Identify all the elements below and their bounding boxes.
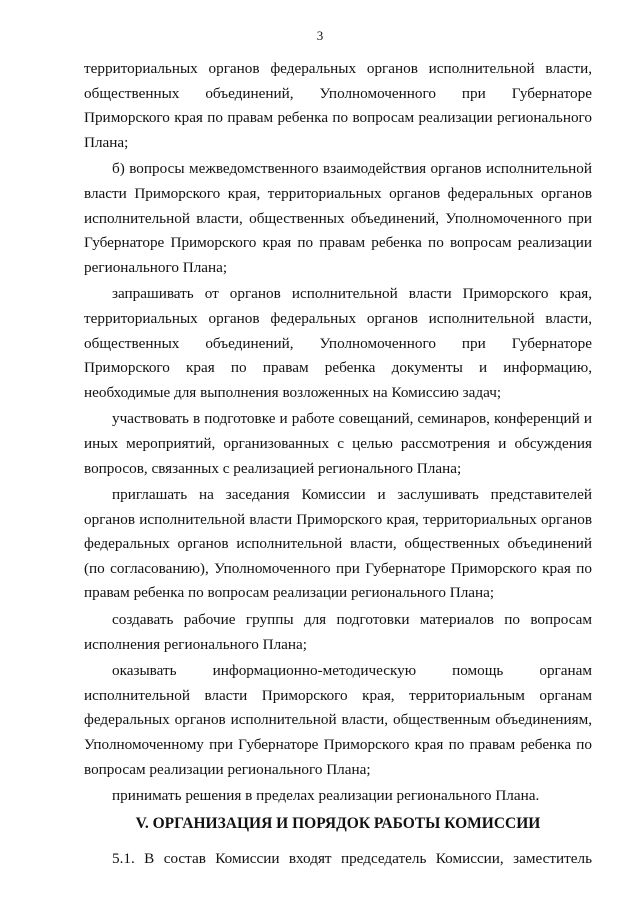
paragraph-participate-events: участвовать в подготовке и работе совещаний, семинаров, конференций и иных мероприятий, организованных с целью рассмотрения и обсуждения вопросов, связанных с реализацией регионального Плана; xyxy=(84,410,592,477)
paragraph-continuation: территориальных органов федеральных органов исполнительной власти, общественных объединений, Уполномоченного при Губернаторе Приморского края по правам ребенка по вопросам реализации регионального Плана; xyxy=(84,60,592,151)
paragraph-make-decisions: принимать решения в пределах реализации регионального Плана. xyxy=(112,787,540,805)
paragraph-request-documents: запрашивать от органов исполнительной власти Приморского края, территориальных органов федеральных органов исполнительной власти, общественных объединений, Уполномоченного при Губернаторе Приморского края по правам ребенка документы и информацию, необходимые для выполнения возложенных на Комиссию задач; xyxy=(84,285,592,401)
paragraph-invite-representatives: приглашать на заседания Комиссии и заслушивать представителей органов исполнительной власти Приморского края, территориальных органов федеральных органов исполнительной власти, общественных объединений (по согласованию), Уполномоченного при Губернаторе Приморского края по правам ребенка по вопросам реализации регионального Плана; xyxy=(84,486,592,602)
paragraph-5-1: 5.1. В состав Комиссии входят председатель Комиссии, заместитель xyxy=(112,849,592,867)
section-heading: V. ОРГАНИЗАЦИЯ И ПОРЯДОК РАБОТЫ КОМИССИИ xyxy=(135,814,541,832)
document-body xyxy=(84,57,592,873)
page-number: 3 xyxy=(316,28,324,43)
paragraph-item-b: б) вопросы межведомственного взаимодействия органов исполнительной власти Приморского края, территориальных органов федеральных органов исполнительной власти, общественных объединений, Уполномоченного при Губернаторе Приморского края по правам ребенка по вопросам реализации регионального Плана; xyxy=(84,160,592,276)
paragraph-create-working-groups: создавать рабочие группы для подготовки материалов по вопросам исполнения регионального Плана; xyxy=(84,611,592,653)
paragraph-provide-assistance: оказывать информационно-методическую помощь органам исполнительной власти Приморского края, территориальным органам федеральных органов исполнительной власти, общественным объединениям, Уполномоченному при Губернаторе Приморского края по правам ребенка по вопросам реализации регионального Плана; xyxy=(84,662,592,778)
